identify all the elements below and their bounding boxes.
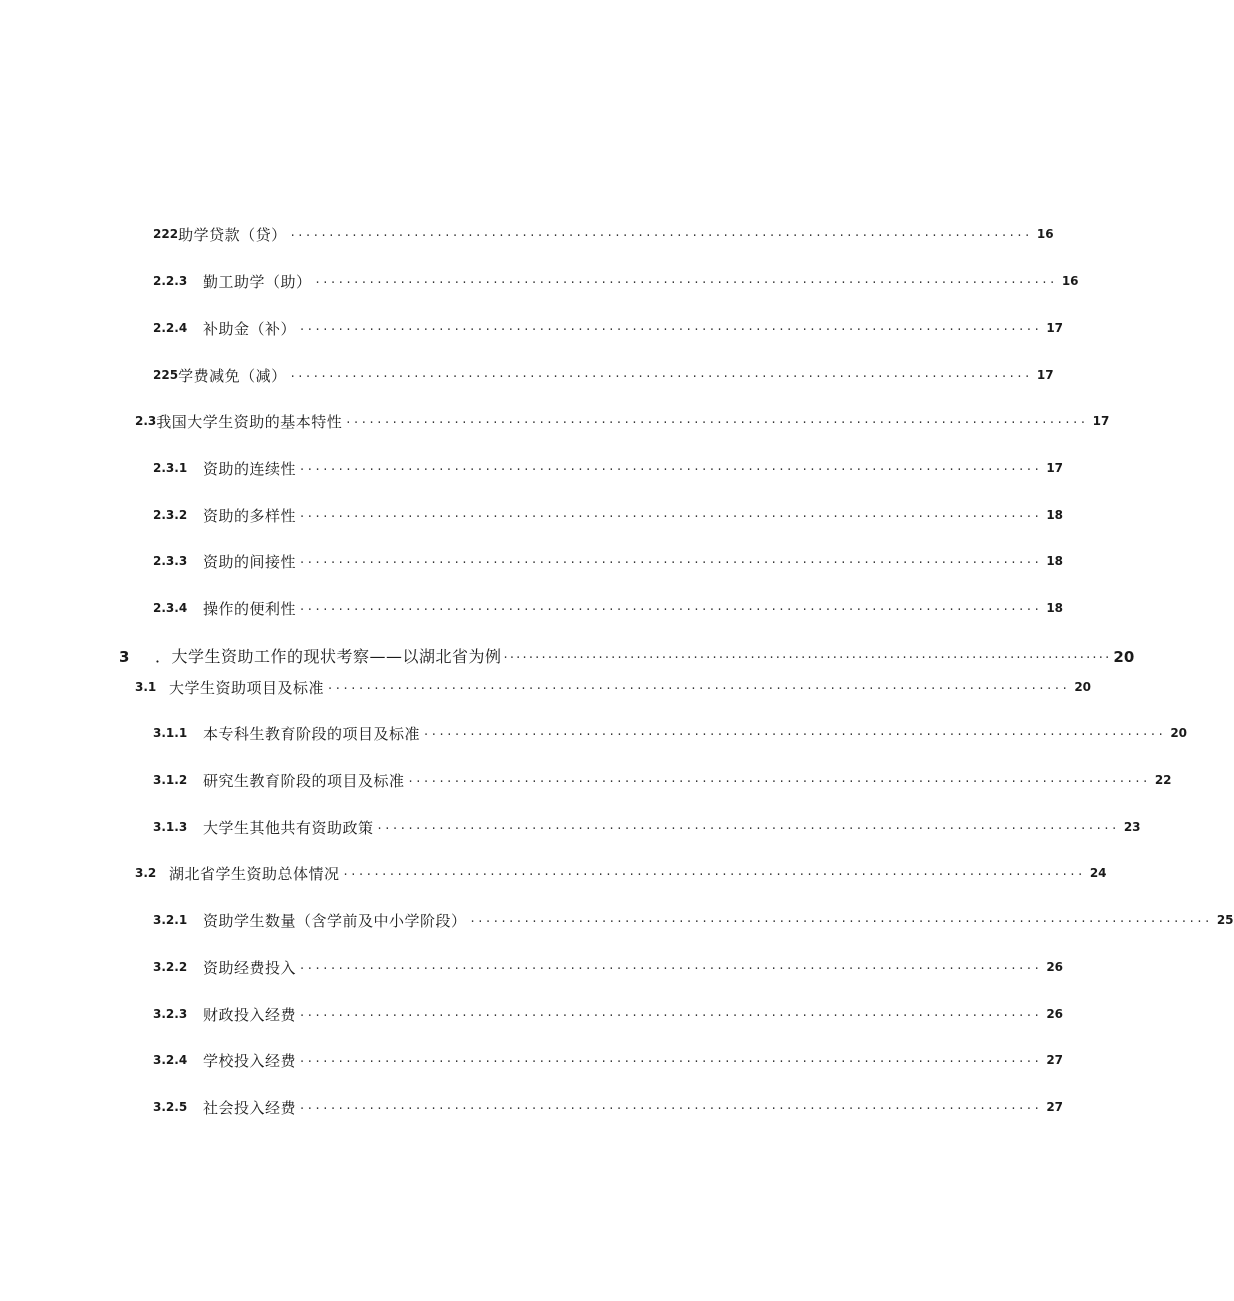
toc-entry-2-2-5[interactable] xyxy=(153,359,1054,385)
toc-entry-number: 2.2.3 xyxy=(153,274,188,288)
toc-entry-page: 20 xyxy=(1113,648,1135,666)
toc-entry-3-1[interactable] xyxy=(135,671,1092,697)
toc-entry-title: 资助的间接性 xyxy=(203,553,297,571)
toc-entry-title: 补助金（补） xyxy=(203,320,297,338)
toc-entry-title: 资助的连续性 xyxy=(203,460,297,478)
toc-entry-title: 学校投入经费 xyxy=(203,1052,297,1070)
toc-leader-dots: ................................................................................................ xyxy=(300,1098,1043,1113)
toc-leader-dots: ................................................................................................ xyxy=(315,272,1058,287)
toc-leader-dots: ................................................................................................ xyxy=(300,552,1043,567)
toc-entry-3-2-2[interactable] xyxy=(153,951,1064,977)
toc-leader-dots: ................................................................................................ xyxy=(300,506,1043,521)
toc-leader-dots: ................................................................................................ xyxy=(470,911,1213,926)
toc-entry-page: 24 xyxy=(1089,866,1107,880)
toc-entry-page: 27 xyxy=(1046,1053,1064,1067)
toc-entry-3-2-3[interactable] xyxy=(153,998,1064,1024)
toc-entry-number: 2.3.3 xyxy=(153,554,188,568)
toc-entry-page: 18 xyxy=(1046,601,1064,615)
toc-entry-3-1-1[interactable] xyxy=(153,717,1188,743)
toc-entry-number: 3.2 xyxy=(135,866,157,880)
toc-entry-title: ．大学生资助工作的现状考察——以湖北省为例 xyxy=(155,647,502,666)
toc-entry-2-2-4[interactable] xyxy=(153,312,1064,338)
toc-entry-2-3-1[interactable] xyxy=(153,452,1064,478)
toc-entry-title: 本专科生教育阶段的项目及标准 xyxy=(203,725,421,743)
toc-entry-page: 26 xyxy=(1046,1007,1064,1021)
toc-entry-number: 222 xyxy=(153,227,179,241)
toc-entry-number: 2.3.1 xyxy=(153,461,188,475)
toc-entry-number: 2.3 xyxy=(135,414,157,428)
toc-entry-number: 225 xyxy=(153,368,179,382)
toc-entry-page: 17 xyxy=(1046,461,1064,475)
toc-entry-title: 大学生资助项目及标准 xyxy=(169,679,325,697)
toc-entry-title: 学费减免（减） xyxy=(178,367,287,385)
toc-entry-3-1-2[interactable] xyxy=(153,764,1172,790)
toc-entry-number: 2.2.4 xyxy=(153,321,188,335)
toc-entry-number: 3.1 xyxy=(135,680,157,694)
toc-leader-dots: ................................................................................................ xyxy=(346,412,1089,427)
toc-entry-number: 3.2.5 xyxy=(153,1100,188,1114)
toc-entry-page: 22 xyxy=(1154,773,1172,787)
toc-entry-2-3-2[interactable] xyxy=(153,499,1064,525)
toc-leader-dots: ................................................................................................ xyxy=(300,1005,1043,1020)
toc-leader-dots: ................................................................................................ xyxy=(377,818,1120,833)
toc-leader-dots: ................................................................................................ xyxy=(300,459,1043,474)
toc-entry-title: 研究生教育阶段的项目及标准 xyxy=(203,772,405,790)
toc-entry-title: 资助学生数量（含学前及中小学阶段） xyxy=(203,912,467,930)
toc-entry-2-2-3[interactable] xyxy=(153,265,1079,291)
toc-leader-dots: ................................................................................................ xyxy=(408,771,1151,786)
toc-entry-3-2-5[interactable] xyxy=(153,1091,1064,1117)
toc-leader-dots: ................................................................................................ xyxy=(300,958,1043,973)
toc-entry-page: 20 xyxy=(1074,680,1092,694)
toc-entry-number: 3.2.2 xyxy=(153,960,188,974)
toc-entry-2-3[interactable] xyxy=(135,405,1110,431)
toc-entry-number: 3.2.4 xyxy=(153,1053,188,1067)
toc-entry-number: 3.1.1 xyxy=(153,726,188,740)
toc-leader-dots: ................................................................................................ xyxy=(503,647,1112,662)
toc-entry-title: 资助经费投入 xyxy=(203,959,297,977)
toc-entry-number: 3.1.3 xyxy=(153,820,188,834)
toc-leader-dots: ................................................................................................ xyxy=(424,724,1167,739)
toc-entry-title: 操作的便利性 xyxy=(203,600,297,618)
toc-entry-2-3-4[interactable] xyxy=(153,592,1064,618)
toc-entry-title: 大学生其他共有资助政策 xyxy=(203,819,374,837)
toc-entry-page: 20 xyxy=(1170,726,1188,740)
toc-entry-number: 3.2.3 xyxy=(153,1007,188,1021)
toc-entry-page: 18 xyxy=(1046,554,1064,568)
toc-entry-number: 3 xyxy=(119,648,130,666)
toc-leader-dots: ................................................................................................ xyxy=(328,678,1071,693)
toc-entry-page: 18 xyxy=(1046,508,1064,522)
toc-leader-dots: ................................................................................................ xyxy=(300,319,1043,334)
toc-entry-number: 2.3.4 xyxy=(153,601,188,615)
toc-entry-page: 17 xyxy=(1092,414,1110,428)
toc-entry-title: 湖北省学生资助总体情况 xyxy=(169,865,340,883)
toc-entry-3-2-1[interactable] xyxy=(153,904,1234,930)
toc-leader-dots: ................................................................................................ xyxy=(290,225,1033,240)
toc-leader-dots: ................................................................................................ xyxy=(300,599,1043,614)
toc-entry-title: 助学贷款（贷） xyxy=(178,226,287,244)
toc-entry-page: 23 xyxy=(1123,820,1141,834)
toc-entry-title: 勤工助学（助） xyxy=(203,273,312,291)
toc-entry-number: 2.3.2 xyxy=(153,508,188,522)
toc-entry-page: 16 xyxy=(1036,227,1054,241)
toc-entry-2-3-3[interactable] xyxy=(153,545,1064,571)
toc-entry-page: 26 xyxy=(1046,960,1064,974)
toc-entry-3-2[interactable] xyxy=(135,857,1107,883)
toc-entry-page: 17 xyxy=(1036,368,1054,382)
toc-entry-title: 资助的多样性 xyxy=(203,507,297,525)
toc-entry-title: 社会投入经费 xyxy=(203,1099,297,1117)
toc-entry-page: 17 xyxy=(1046,321,1064,335)
toc-entry-chapter-3[interactable] xyxy=(119,640,1135,666)
toc-entry-page: 16 xyxy=(1061,274,1079,288)
toc-entry-title: 我国大学生资助的基本特性 xyxy=(156,413,343,431)
toc-leader-dots: ................................................................................................ xyxy=(300,1051,1043,1066)
toc-entry-title: 财政投入经费 xyxy=(203,1006,297,1024)
toc-entry-3-2-4[interactable] xyxy=(153,1044,1064,1070)
toc-entry-number: 3.1.2 xyxy=(153,773,188,787)
toc-leader-dots: ................................................................................................ xyxy=(343,864,1086,879)
toc-entry-page: 25 xyxy=(1216,913,1234,927)
toc-leader-dots: ................................................................................................ xyxy=(290,366,1033,381)
toc-entry-number: 3.2.1 xyxy=(153,913,188,927)
toc-entry-2-2-2[interactable] xyxy=(153,218,1054,244)
toc-entry-3-1-3[interactable] xyxy=(153,811,1141,837)
toc-entry-page: 27 xyxy=(1046,1100,1064,1114)
